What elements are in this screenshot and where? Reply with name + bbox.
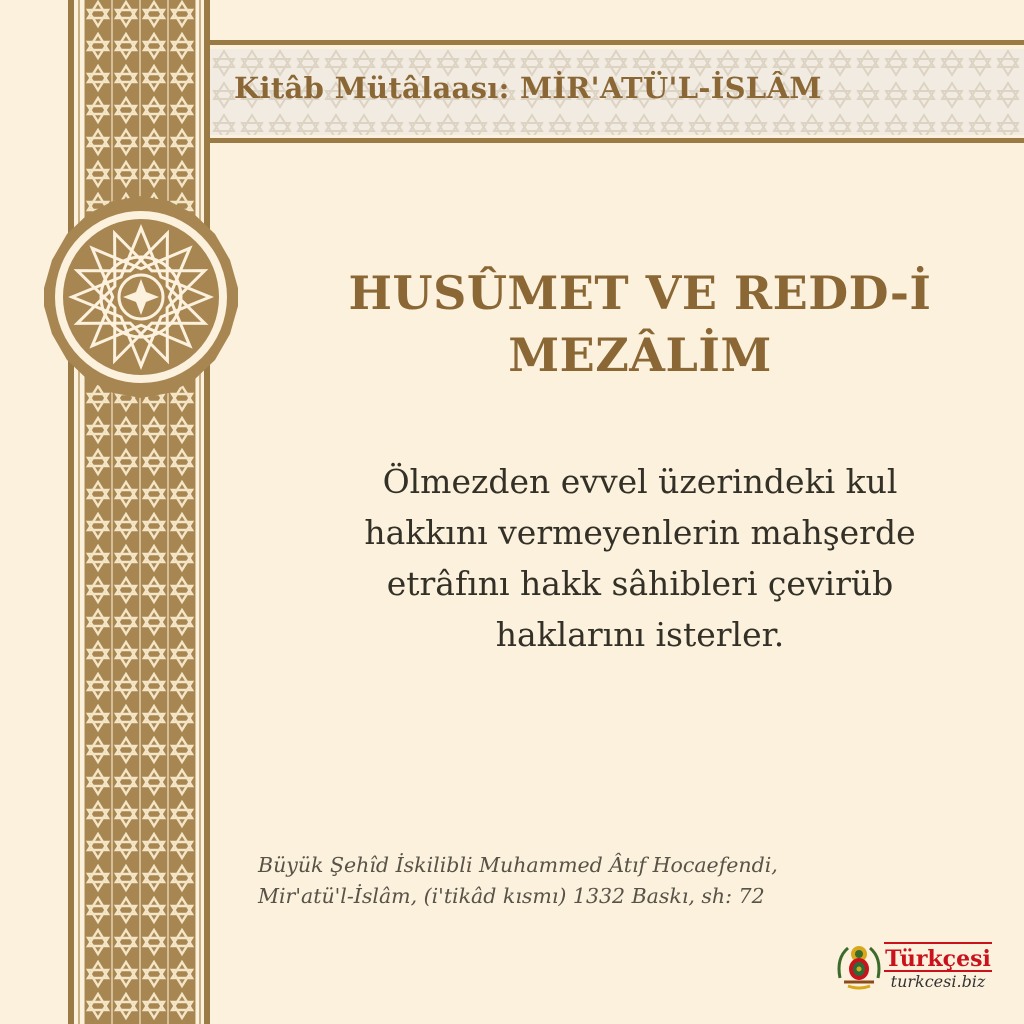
citation-line-2: Mir'atü'l-İslâm, (i'tikâd kısmı) 1332 Baskı, sh: 72 (258, 884, 765, 908)
quote-text (270, 456, 1010, 660)
book-review-title: Kitâb Mütâlaası: MİR'ATÜ'L-İSLÂM (234, 71, 822, 105)
site-logo-name: Türkçesi (884, 942, 992, 972)
rosette-medallion-icon (38, 194, 244, 400)
left-border-line-outer (68, 0, 74, 1024)
left-border-line-inner (78, 0, 80, 1024)
header-rule-bottom (210, 138, 1024, 143)
article-heading-line-1: HUSÛMET VE REDD-İ (348, 266, 932, 320)
left-geometric-pattern-band (84, 0, 196, 1024)
article-heading (280, 262, 1000, 386)
quote-line-3: etrâfını hakk sâhibleri çevirüb (386, 564, 894, 603)
site-logo-url: turkcesi.biz (890, 972, 986, 991)
quote-line-2: hakkını vermeyenlerin mahşerde (364, 513, 916, 552)
left-border-line-inner-right (199, 0, 201, 1024)
ottoman-coat-of-arms-icon (834, 938, 884, 990)
left-border-line-outer-right (204, 0, 210, 1024)
header-rule-top (210, 40, 1024, 45)
quote-line-1: Ölmezden evvel üzerindeki kul (382, 462, 898, 501)
article-heading-line-2: MEZÂLİM (508, 328, 772, 382)
source-citation (258, 850, 978, 912)
citation-line-1: Büyük Şehîd İskilibli Muhammed Âtıf Hocaefendi, (258, 853, 778, 877)
quote-line-4: haklarını isterler. (495, 615, 785, 654)
